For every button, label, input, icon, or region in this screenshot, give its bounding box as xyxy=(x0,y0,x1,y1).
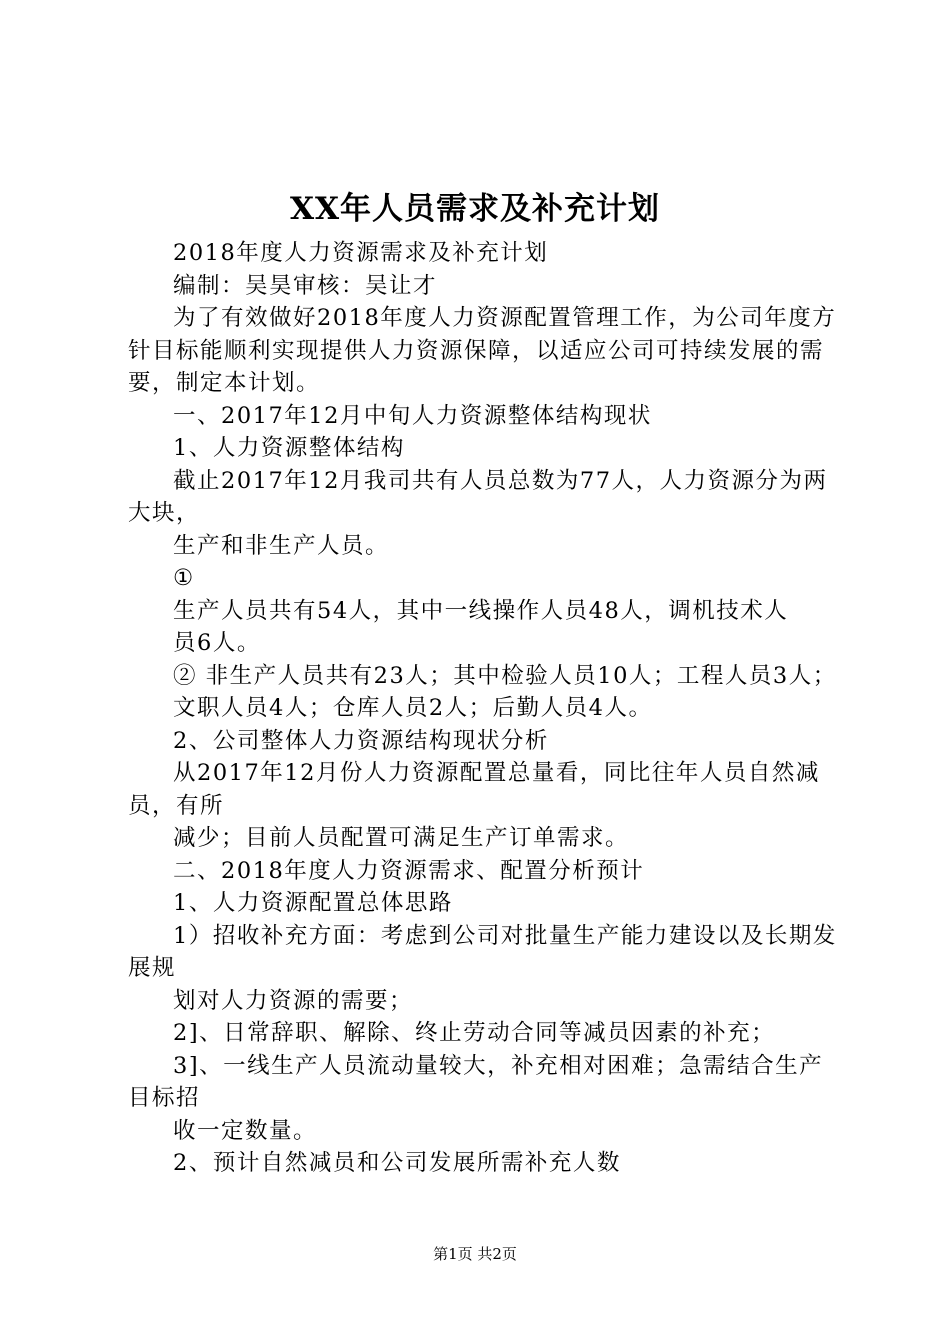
paragraph: 生产人员共有54人，其中一线操作人员48人，调机技术人 xyxy=(173,597,789,624)
paragraph: 员6人。 xyxy=(173,630,261,656)
paragraph: 1、人力资源整体结构 xyxy=(173,435,405,461)
paragraph: 二、2018年度人力资源需求、配置分析预计 xyxy=(173,857,645,884)
paragraph: 文职人员4人；仓库人员2人；后勤人员4人。 xyxy=(173,695,653,721)
paragraph: 减少；目前人员配置可满足生产订单需求。 xyxy=(173,825,630,851)
document-body xyxy=(128,237,838,1180)
paragraph: 生产和非生产人员。 xyxy=(173,532,390,559)
paragraph: 2]、日常辞职、解除、终止劳动合同等减员因素的补充； xyxy=(173,1020,776,1046)
page-footer: 第1页 共2页 xyxy=(433,1245,517,1263)
paragraph: 从2017年12月份人力资源配置总量看，同比往年人员自然减员，有所 xyxy=(128,760,820,819)
paragraph: 截止2017年12月我司共有人员总数为77人，人力资源分为两大块， xyxy=(128,467,828,526)
document-title: XX年人员需求及补充计划 xyxy=(289,191,661,227)
paragraph: 2、公司整体人力资源结构现状分析 xyxy=(173,727,549,754)
paragraph: 为了有效做好2018年度人力资源配置管理工作，为公司年度方针目标能顺利实现提供人力资源保障，以适应公司可持续发展的需要，制定本计划。 xyxy=(128,305,837,396)
paragraph: ② 非生产人员共有23人；其中检验人员10人；工程人员3人； xyxy=(173,662,837,689)
paragraph: 收一定数量。 xyxy=(173,1117,318,1144)
paragraph: 2018年度人力资源需求及补充计划 xyxy=(173,240,549,266)
paragraph: 2、预计自然减员和公司发展所需补充人数 xyxy=(173,1150,621,1176)
paragraph: ① xyxy=(173,565,195,591)
paragraph: 一、2017年12月中旬人力资源整体结构现状 xyxy=(173,402,652,429)
paragraph: 1）招收补充方面：考虑到公司对批量生产能力建设以及长期发展规 xyxy=(128,922,837,981)
paragraph: 1、人力资源配置总体思路 xyxy=(173,890,453,916)
paragraph: 划对人力资源的需要； xyxy=(173,987,414,1014)
paragraph: 编制：吴昊审核：吴让才 xyxy=(173,272,438,299)
paragraph: 3]、一线生产人员流动量较大，补充相对困难；急需结合生产目标招 xyxy=(128,1052,824,1111)
